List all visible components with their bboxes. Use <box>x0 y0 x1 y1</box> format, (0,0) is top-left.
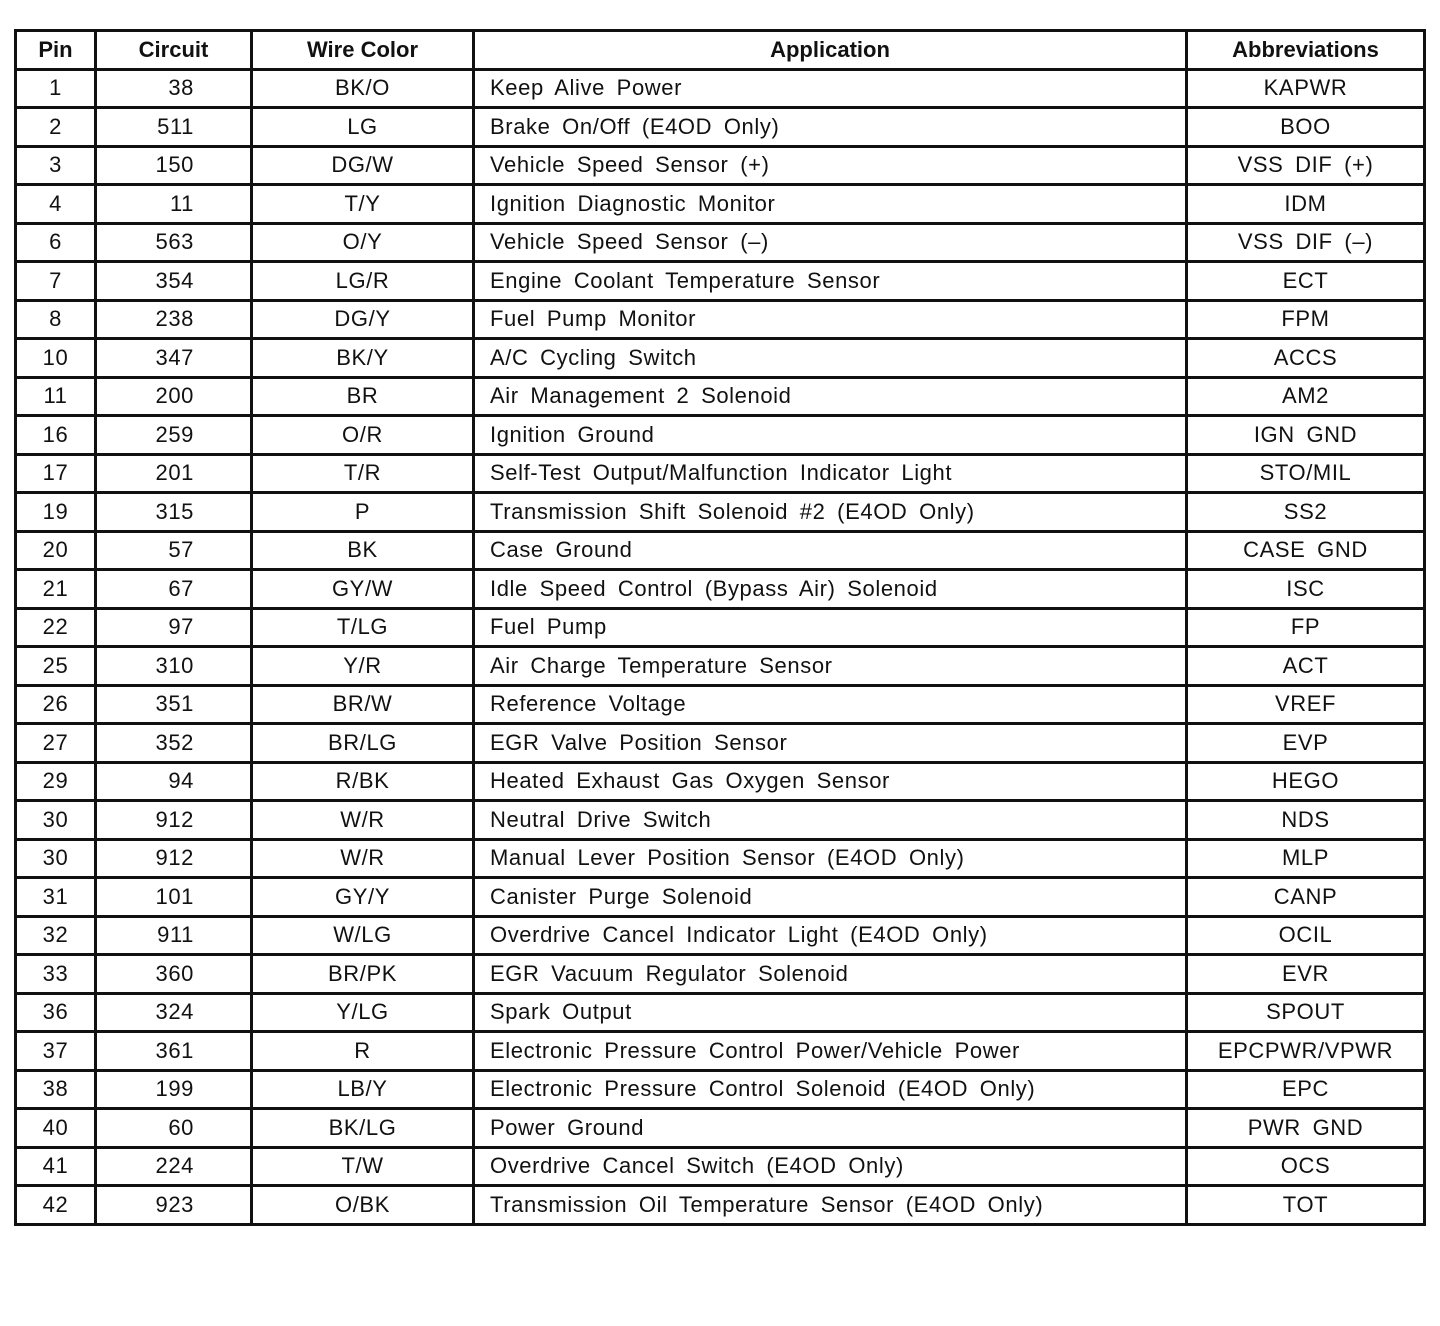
table-row <box>16 146 1425 185</box>
cell-abbreviation: TOT <box>1187 1186 1425 1225</box>
table-row <box>16 839 1425 878</box>
cell-circuit: 97 <box>96 608 252 647</box>
cell-wire-color: LG <box>252 108 474 147</box>
cell-abbreviation: FP <box>1187 608 1425 647</box>
cell-wire-color: LB/Y <box>252 1070 474 1109</box>
cell-circuit: 360 <box>96 955 252 994</box>
cell-application: Canister Purge Solenoid <box>474 878 1187 917</box>
table-row <box>16 916 1425 955</box>
cell-abbreviation: IGN GND <box>1187 416 1425 455</box>
cell-circuit: 199 <box>96 1070 252 1109</box>
cell-wire-color: BR/W <box>252 685 474 724</box>
cell-application: Reference Voltage <box>474 685 1187 724</box>
cell-circuit: 201 <box>96 454 252 493</box>
cell-application: Transmission Oil Temperature Sensor (E4OD Only) <box>474 1186 1187 1225</box>
cell-circuit: 912 <box>96 801 252 840</box>
cell-application: Idle Speed Control (Bypass Air) Solenoid <box>474 570 1187 609</box>
cell-pin: 6 <box>16 223 96 262</box>
cell-pin: 42 <box>16 1186 96 1225</box>
cell-application: Engine Coolant Temperature Sensor <box>474 262 1187 301</box>
cell-application: Neutral Drive Switch <box>474 801 1187 840</box>
table-row <box>16 685 1425 724</box>
cell-abbreviation: KAPWR <box>1187 69 1425 108</box>
cell-abbreviation: CASE GND <box>1187 531 1425 570</box>
header-circuit: Circuit <box>96 31 252 70</box>
cell-abbreviation: NDS <box>1187 801 1425 840</box>
cell-wire-color: BR/PK <box>252 955 474 994</box>
cell-pin: 20 <box>16 531 96 570</box>
cell-pin: 30 <box>16 839 96 878</box>
table-row <box>16 1109 1425 1148</box>
cell-application: Ignition Ground <box>474 416 1187 455</box>
cell-pin: 26 <box>16 685 96 724</box>
cell-abbreviation: SS2 <box>1187 493 1425 532</box>
cell-wire-color: W/R <box>252 839 474 878</box>
cell-wire-color: O/Y <box>252 223 474 262</box>
cell-circuit: 238 <box>96 300 252 339</box>
cell-wire-color: BK <box>252 531 474 570</box>
cell-pin: 32 <box>16 916 96 955</box>
cell-circuit: 563 <box>96 223 252 262</box>
cell-wire-color: BK/Y <box>252 339 474 378</box>
table-row <box>16 608 1425 647</box>
cell-application: Vehicle Speed Sensor (+) <box>474 146 1187 185</box>
table-row <box>16 801 1425 840</box>
cell-application: Overdrive Cancel Switch (E4OD Only) <box>474 1147 1187 1186</box>
cell-wire-color: W/LG <box>252 916 474 955</box>
cell-application: Power Ground <box>474 1109 1187 1148</box>
cell-abbreviation: SPOUT <box>1187 993 1425 1032</box>
cell-abbreviation: IDM <box>1187 185 1425 224</box>
cell-wire-color: P <box>252 493 474 532</box>
cell-circuit: 354 <box>96 262 252 301</box>
cell-abbreviation: FPM <box>1187 300 1425 339</box>
cell-circuit: 60 <box>96 1109 252 1148</box>
cell-pin: 11 <box>16 377 96 416</box>
cell-pin: 8 <box>16 300 96 339</box>
table-row <box>16 377 1425 416</box>
cell-wire-color: R <box>252 1032 474 1071</box>
cell-pin: 16 <box>16 416 96 455</box>
cell-abbreviation: MLP <box>1187 839 1425 878</box>
cell-application: Manual Lever Position Sensor (E4OD Only) <box>474 839 1187 878</box>
table-row <box>16 69 1425 108</box>
cell-abbreviation: ISC <box>1187 570 1425 609</box>
header-application: Application <box>474 31 1187 70</box>
cell-application: Spark Output <box>474 993 1187 1032</box>
cell-abbreviation: BOO <box>1187 108 1425 147</box>
cell-circuit: 315 <box>96 493 252 532</box>
cell-pin: 40 <box>16 1109 96 1148</box>
cell-wire-color: T/Y <box>252 185 474 224</box>
cell-application: Vehicle Speed Sensor (–) <box>474 223 1187 262</box>
cell-pin: 19 <box>16 493 96 532</box>
cell-abbreviation: HEGO <box>1187 762 1425 801</box>
cell-wire-color: BK/LG <box>252 1109 474 1148</box>
cell-pin: 7 <box>16 262 96 301</box>
cell-abbreviation: VREF <box>1187 685 1425 724</box>
cell-circuit: 912 <box>96 839 252 878</box>
table-row <box>16 724 1425 763</box>
cell-pin: 41 <box>16 1147 96 1186</box>
table-row <box>16 531 1425 570</box>
cell-application: Air Charge Temperature Sensor <box>474 647 1187 686</box>
cell-abbreviation: ACCS <box>1187 339 1425 378</box>
cell-abbreviation: VSS DIF (+) <box>1187 146 1425 185</box>
cell-pin: 21 <box>16 570 96 609</box>
cell-wire-color: Y/R <box>252 647 474 686</box>
header-wire-color: Wire Color <box>252 31 474 70</box>
table-header <box>16 31 1425 70</box>
cell-pin: 37 <box>16 1032 96 1071</box>
cell-pin: 36 <box>16 993 96 1032</box>
cell-circuit: 259 <box>96 416 252 455</box>
table-row <box>16 762 1425 801</box>
table-row <box>16 955 1425 994</box>
cell-wire-color: T/LG <box>252 608 474 647</box>
table-row <box>16 223 1425 262</box>
table-row <box>16 339 1425 378</box>
table-row <box>16 262 1425 301</box>
cell-abbreviation: OCS <box>1187 1147 1425 1186</box>
cell-abbreviation: CANP <box>1187 878 1425 917</box>
cell-wire-color: Y/LG <box>252 993 474 1032</box>
cell-application: Heated Exhaust Gas Oxygen Sensor <box>474 762 1187 801</box>
cell-abbreviation: PWR GND <box>1187 1109 1425 1148</box>
table-row <box>16 416 1425 455</box>
cell-circuit: 324 <box>96 993 252 1032</box>
cell-application: Self-Test Output/Malfunction Indicator Light <box>474 454 1187 493</box>
cell-wire-color: LG/R <box>252 262 474 301</box>
table-row <box>16 1186 1425 1225</box>
cell-application: Fuel Pump <box>474 608 1187 647</box>
table-row <box>16 1032 1425 1071</box>
cell-pin: 3 <box>16 146 96 185</box>
cell-abbreviation: ACT <box>1187 647 1425 686</box>
cell-wire-color: GY/Y <box>252 878 474 917</box>
cell-wire-color: T/W <box>252 1147 474 1186</box>
cell-wire-color: BR <box>252 377 474 416</box>
cell-circuit: 38 <box>96 69 252 108</box>
cell-abbreviation: EVP <box>1187 724 1425 763</box>
cell-circuit: 200 <box>96 377 252 416</box>
cell-wire-color: DG/Y <box>252 300 474 339</box>
cell-pin: 22 <box>16 608 96 647</box>
cell-circuit: 511 <box>96 108 252 147</box>
cell-circuit: 57 <box>96 531 252 570</box>
cell-pin: 29 <box>16 762 96 801</box>
cell-application: EGR Vacuum Regulator Solenoid <box>474 955 1187 994</box>
cell-application: Electronic Pressure Control Solenoid (E4OD Only) <box>474 1070 1187 1109</box>
cell-abbreviation: OCIL <box>1187 916 1425 955</box>
cell-circuit: 101 <box>96 878 252 917</box>
cell-wire-color: O/R <box>252 416 474 455</box>
cell-abbreviation: STO/MIL <box>1187 454 1425 493</box>
table-row <box>16 454 1425 493</box>
cell-circuit: 310 <box>96 647 252 686</box>
cell-abbreviation: EPCPWR/VPWR <box>1187 1032 1425 1071</box>
cell-pin: 4 <box>16 185 96 224</box>
cell-application: Overdrive Cancel Indicator Light (E4OD Only) <box>474 916 1187 955</box>
cell-circuit: 351 <box>96 685 252 724</box>
cell-application: Case Ground <box>474 531 1187 570</box>
cell-circuit: 150 <box>96 146 252 185</box>
cell-wire-color: DG/W <box>252 146 474 185</box>
cell-pin: 38 <box>16 1070 96 1109</box>
cell-application: Ignition Diagnostic Monitor <box>474 185 1187 224</box>
cell-abbreviation: AM2 <box>1187 377 1425 416</box>
cell-wire-color: BR/LG <box>252 724 474 763</box>
cell-abbreviation: ECT <box>1187 262 1425 301</box>
cell-wire-color: W/R <box>252 801 474 840</box>
table-row <box>16 878 1425 917</box>
cell-pin: 2 <box>16 108 96 147</box>
cell-circuit: 923 <box>96 1186 252 1225</box>
cell-application: Electronic Pressure Control Power/Vehicle Power <box>474 1032 1187 1071</box>
table-row <box>16 647 1425 686</box>
header-abbreviations: Abbreviations <box>1187 31 1425 70</box>
table-row <box>16 1147 1425 1186</box>
cell-wire-color: GY/W <box>252 570 474 609</box>
cell-circuit: 11 <box>96 185 252 224</box>
cell-circuit: 361 <box>96 1032 252 1071</box>
cell-wire-color: O/BK <box>252 1186 474 1225</box>
cell-pin: 31 <box>16 878 96 917</box>
cell-abbreviation: VSS DIF (–) <box>1187 223 1425 262</box>
cell-pin: 27 <box>16 724 96 763</box>
cell-circuit: 67 <box>96 570 252 609</box>
cell-application: Keep Alive Power <box>474 69 1187 108</box>
cell-wire-color: R/BK <box>252 762 474 801</box>
table-row <box>16 185 1425 224</box>
table-row <box>16 493 1425 532</box>
cell-abbreviation: EPC <box>1187 1070 1425 1109</box>
cell-abbreviation: EVR <box>1187 955 1425 994</box>
cell-wire-color: T/R <box>252 454 474 493</box>
cell-wire-color: BK/O <box>252 69 474 108</box>
table-row <box>16 1070 1425 1109</box>
cell-pin: 30 <box>16 801 96 840</box>
header-row <box>16 31 1425 70</box>
header-pin: Pin <box>16 31 96 70</box>
cell-application: Fuel Pump Monitor <box>474 300 1187 339</box>
table-row <box>16 993 1425 1032</box>
cell-circuit: 911 <box>96 916 252 955</box>
cell-application: A/C Cycling Switch <box>474 339 1187 378</box>
cell-pin: 33 <box>16 955 96 994</box>
cell-application: Air Management 2 Solenoid <box>474 377 1187 416</box>
cell-application: Transmission Shift Solenoid #2 (E4OD Only) <box>474 493 1187 532</box>
cell-circuit: 224 <box>96 1147 252 1186</box>
table-row <box>16 300 1425 339</box>
cell-application: Brake On/Off (E4OD Only) <box>474 108 1187 147</box>
pin-circuit-table <box>14 29 1426 1226</box>
cell-circuit: 347 <box>96 339 252 378</box>
table-row <box>16 570 1425 609</box>
table-row <box>16 108 1425 147</box>
cell-circuit: 352 <box>96 724 252 763</box>
cell-pin: 25 <box>16 647 96 686</box>
cell-application: EGR Valve Position Sensor <box>474 724 1187 763</box>
cell-pin: 10 <box>16 339 96 378</box>
cell-pin: 17 <box>16 454 96 493</box>
cell-pin: 1 <box>16 69 96 108</box>
cell-circuit: 94 <box>96 762 252 801</box>
table-body <box>16 69 1425 1224</box>
